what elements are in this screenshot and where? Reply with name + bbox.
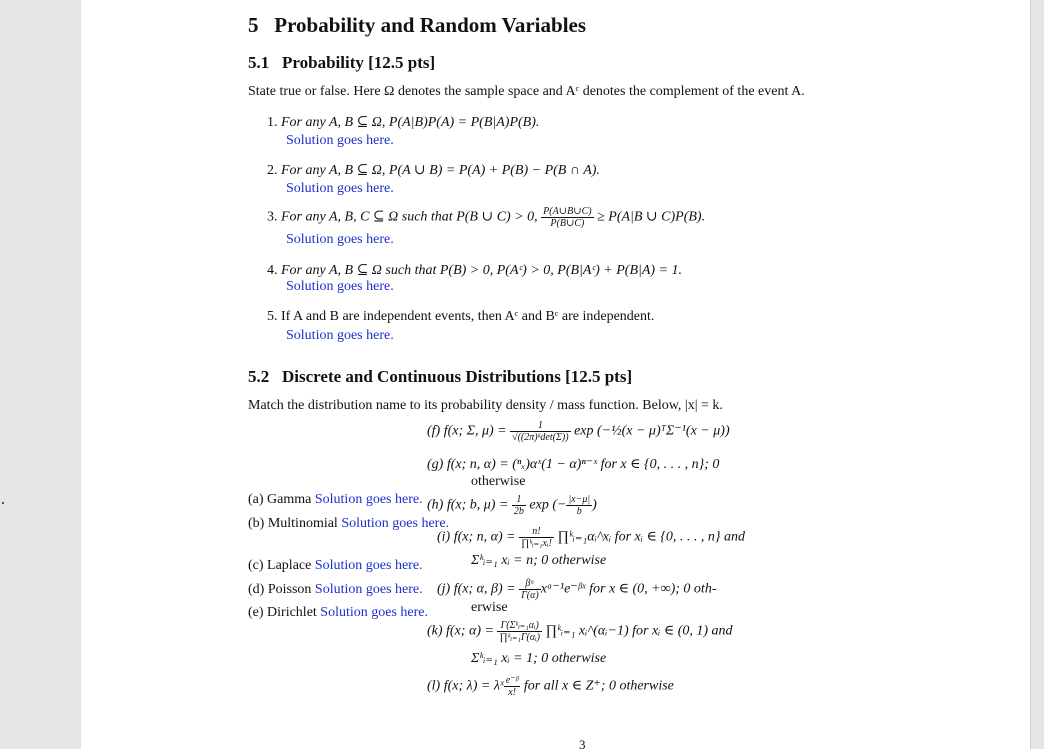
fraction: $\frac{P(A\cup B\cup C)}{P(B\cup C)}$: [543, 206, 592, 229]
solution-placeholder: Solution goes here.: [286, 279, 394, 294]
function-h: (h) f(x; b, μ) = $\frac{1}{2b}$ exp (− $\frac{|x-\mu|}{b}$ ): [427, 494, 597, 517]
list-item: [267, 262, 682, 279]
intro-text: State true or false. Here Ω denotes the sample space and Aᶜ denotes the complement of the event A.: [248, 84, 805, 99]
solution-placeholder: Solution goes here.: [286, 232, 394, 247]
right-gutter: [1030, 0, 1044, 749]
section-number: 5: [248, 13, 259, 37]
item-text: For any A, B, C ⊆ Ω such that P(B ∪ C) > 0,: [281, 209, 542, 225]
function-j-cont: erwise: [471, 600, 508, 615]
solution-placeholder: Solution goes here.: [314, 492, 423, 507]
item-number: 3.: [267, 209, 278, 225]
section-title: Probability and Random Variables: [274, 13, 587, 37]
function-i-cont: Σᵏᵢ₌₁ xᵢ = n; 0 otherwise: [471, 553, 607, 568]
left-gutter: [0, 0, 81, 749]
list-item: [267, 162, 600, 179]
function-k: (k) f(x; α) = $\frac{\text{Γ(Σᵏᵢ₌₁αᵢ)}}{\text{∏ᵏᵢ₌₁Γ(αᵢ)}}$ ∏ᵏᵢ₌₁ xᵢ^(αᵢ−1) for xᵢ ∈ (0, 1) and: [427, 620, 733, 643]
subsection-number: 5.1: [248, 53, 270, 72]
fraction: $\frac{\text{βᵅ}}{\Gamma(\alpha)}$: [521, 578, 539, 601]
item-text: If A and B are independent events, then Aᶜ and Bᶜ are independent.: [281, 309, 655, 324]
subsection-number: 5.2: [248, 367, 270, 386]
item-number: 4.: [267, 263, 278, 278]
fraction: $\frac{\text{Γ(Σᵏᵢ₌₁αᵢ)}}{\text{∏ᵏᵢ₌₁Γ(αᵢ)}}$: [499, 620, 540, 643]
name-laplace: (c) Laplace Solution goes here.: [248, 558, 423, 573]
function-g-cont: otherwise: [471, 474, 526, 489]
solution-placeholder: Solution goes here.: [286, 133, 394, 148]
document-page: [81, 0, 1030, 752]
solution-placeholder: Solution goes here.: [286, 181, 394, 196]
name-dirichlet: (e) Dirichlet Solution goes here.: [248, 605, 429, 620]
function-k-cont: Σᵏᵢ₌₁ xᵢ = 1; 0 otherwise: [471, 651, 607, 666]
name-gamma: (a) Gamma Solution goes here.: [248, 492, 423, 507]
item-text-end: ≥ P(A|B ∪ C)P(B).: [593, 209, 706, 225]
function-i: (i) f(x; n, α) = $\frac{n!}{\text{∏ᵏᵢ₌₁xᵢ!}}$ ∏ᵏᵢ₌₁αᵢ^xᵢ for xᵢ ∈ {0, . . . , n} and: [437, 526, 746, 549]
item-text: For any A, B ⊆ Ω, P(A|B)P(A) = P(B|A)P(B).: [281, 115, 540, 130]
solution-placeholder: Solution goes here.: [286, 328, 394, 343]
match-intro: Match the distribution name to its probability density / mass function. Below, |x| = k.: [248, 398, 723, 413]
solution-placeholder: Solution goes here.: [314, 582, 423, 597]
solution-placeholder: Solution goes here.: [320, 605, 429, 620]
fraction: $\frac{|x-\mu|}{b}$: [568, 494, 591, 517]
fraction: $\frac{n!}{\text{∏ᵏᵢ₌₁xᵢ!}}$: [521, 526, 552, 549]
section-heading: [248, 13, 586, 38]
fraction: $\frac{1}{2b}$: [513, 494, 524, 517]
list-item: [267, 206, 705, 229]
function-j: (j) f(x; α, β) = $\frac{\text{βᵅ}}{\Gamma(\alpha)}$ xᵅ⁻¹e⁻ᵝˣ for x ∈ (0, +∞); 0 oth-: [437, 578, 717, 601]
item-text: For any A, B ⊆ Ω, P(A ∪ B) = P(A) + P(B) − P(B ∩ A).: [281, 163, 600, 178]
list-item: [267, 114, 539, 131]
name-poisson: (d) Poisson Solution goes here.: [248, 582, 423, 597]
function-g: (g) f(x; n, α) = (ⁿₓ)αˣ(1 − α)ⁿ⁻ˣ for x ∈ {0, . . . , n}; 0: [427, 457, 720, 472]
fraction: $\frac{\text{e⁻ᵝ}}{x!}$: [505, 675, 519, 698]
name-multinomial: (b) Multinomial Solution goes here.: [248, 516, 450, 531]
subsection-heading-2: [248, 367, 632, 387]
subsection-title: Discrete and Continuous Distributions [12.5 pts]: [282, 367, 633, 386]
subsection-title: Probability [12.5 pts]: [282, 53, 436, 72]
margin-dot: [2, 502, 4, 504]
fraction: $\frac{1}{\text{√((2π)ᵏdet(Σ))}}$: [512, 420, 569, 443]
item-text: For any A, B ⊆ Ω such that P(B) > 0, P(Aᶜ) > 0, P(B|Aᶜ) + P(B|A) = 1.: [281, 263, 683, 278]
solution-placeholder: Solution goes here.: [341, 516, 450, 531]
page-number: 3: [579, 737, 586, 752]
item-number: 1.: [267, 115, 278, 130]
solution-placeholder: Solution goes here.: [314, 558, 423, 573]
item-number: 5.: [267, 309, 278, 324]
item-number: 2.: [267, 163, 278, 178]
function-l: (l) f(x; λ) = λˣ $\frac{\text{e⁻ᵝ}}{x!}$ for all x ∈ Z⁺; 0 otherwise: [427, 675, 674, 698]
list-item: [267, 309, 654, 325]
function-f: (f) f(x; Σ, μ) = $\frac{1}{\text{√((2π)ᵏdet(Σ))}}$ exp (−½(x − μ)ᵀΣ⁻¹(x − μ)): [427, 420, 730, 443]
subsection-heading-1: [248, 53, 435, 73]
